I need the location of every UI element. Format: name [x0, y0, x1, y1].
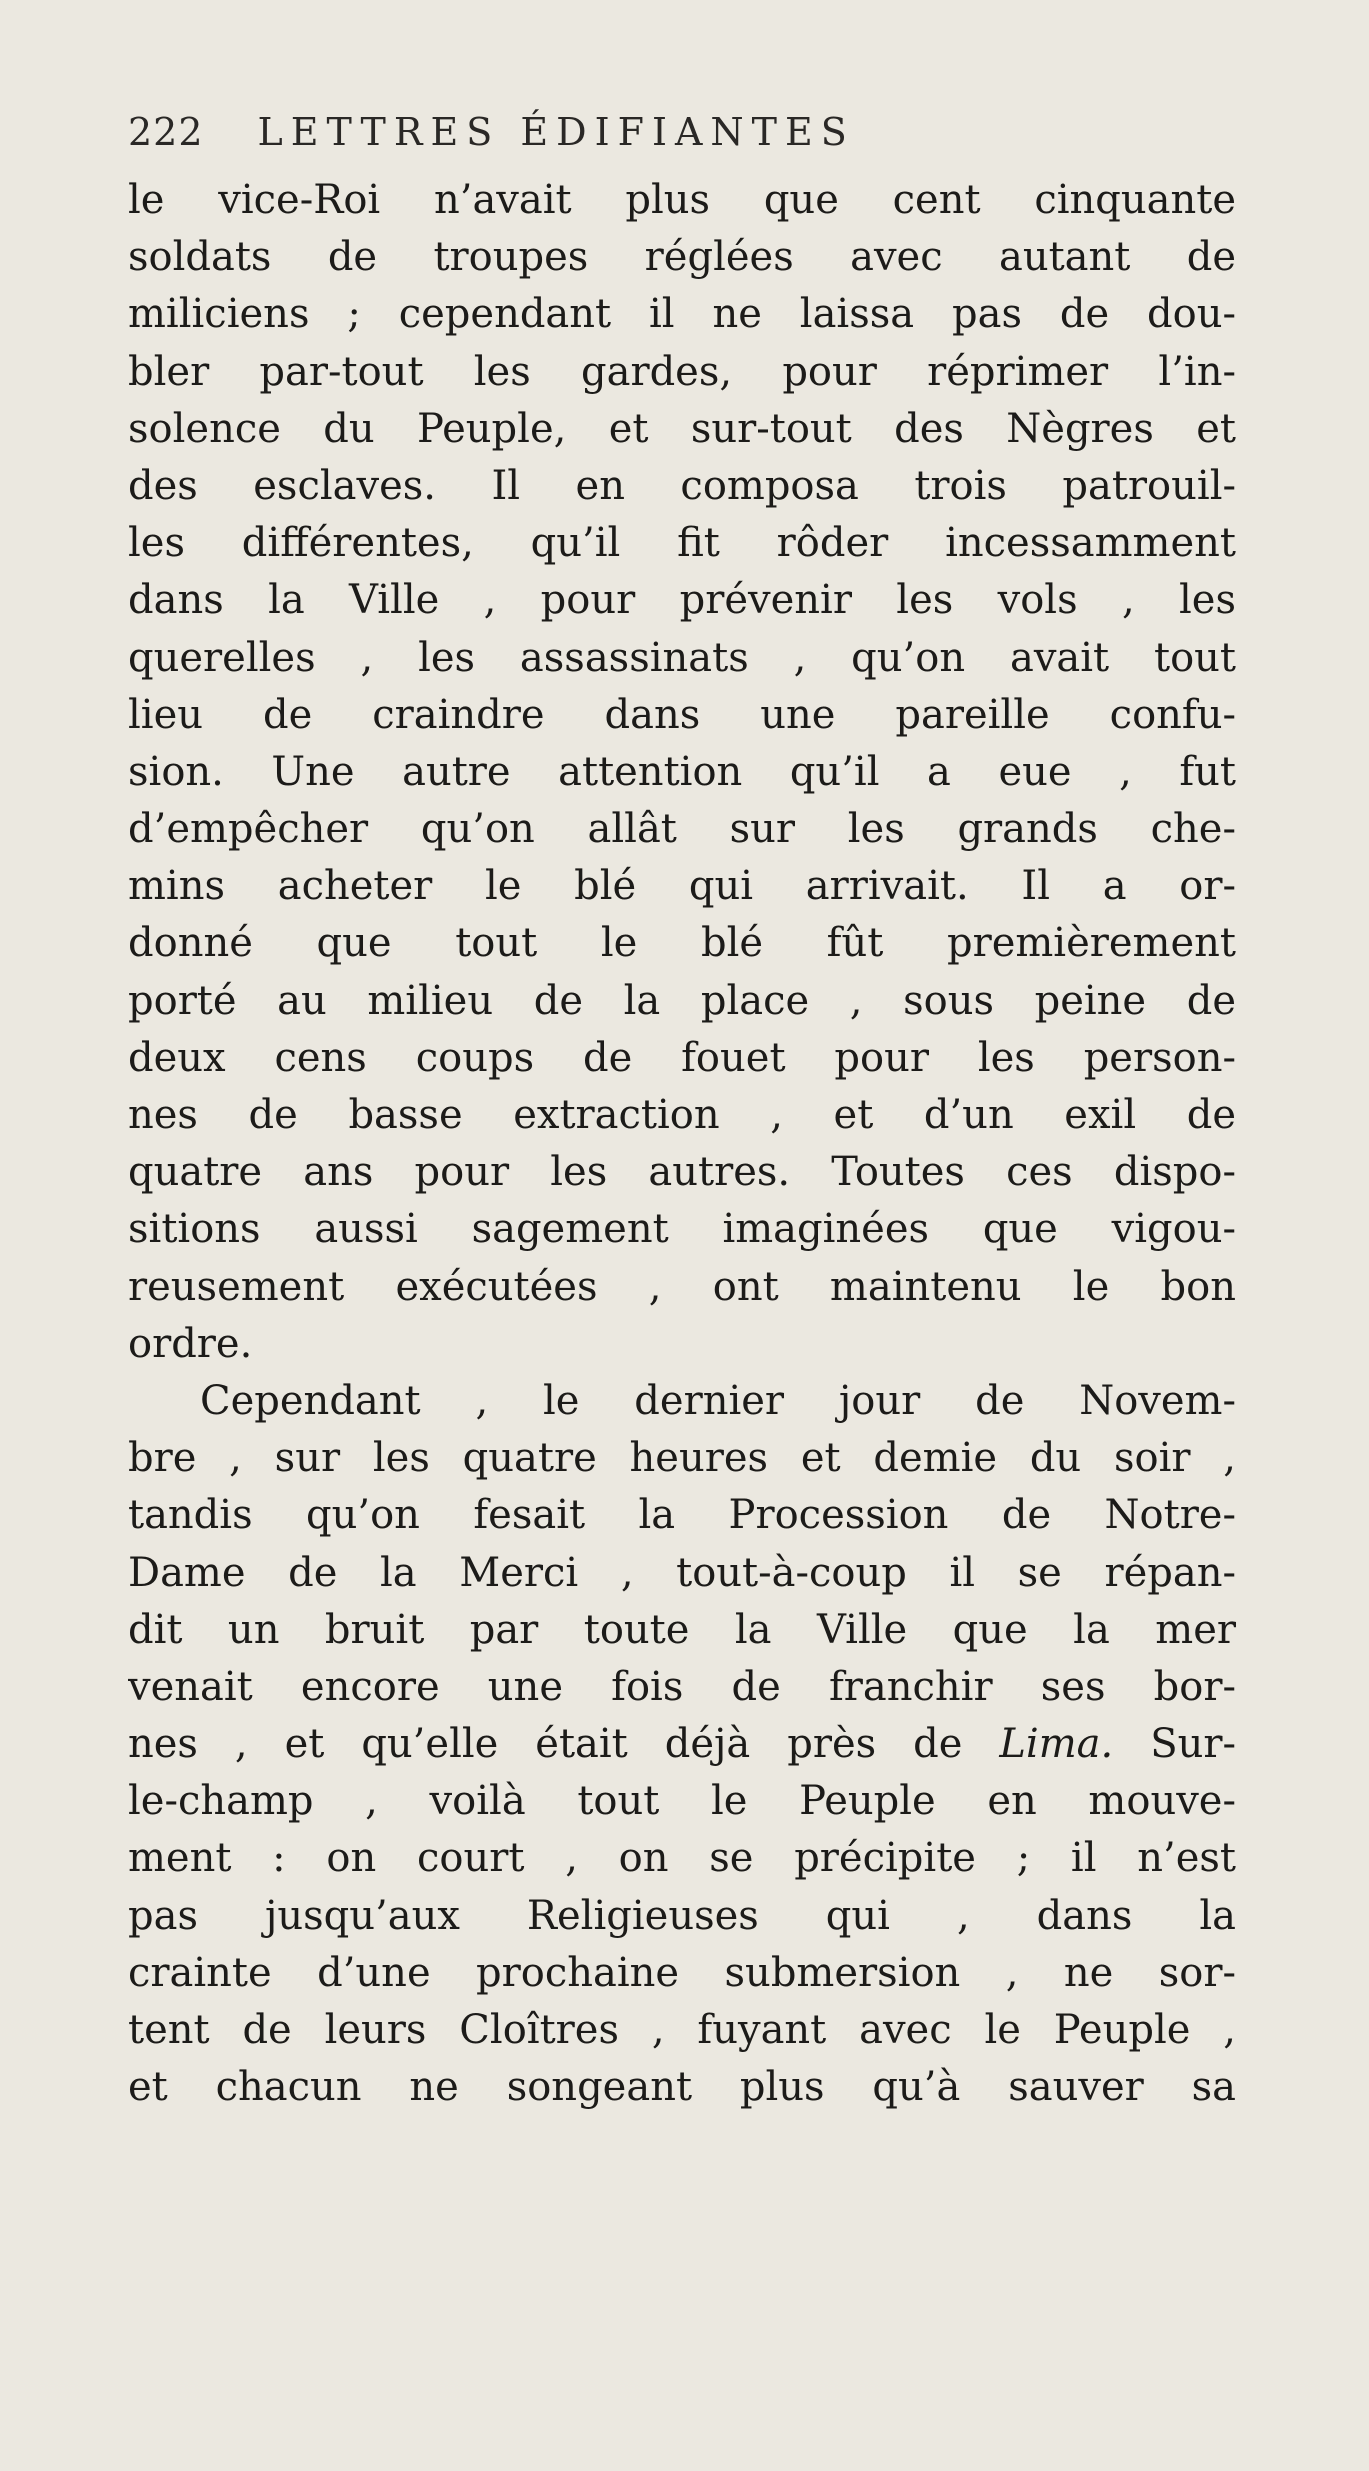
text-segment: nes , et qu’elle était déjà près de	[128, 1721, 963, 1768]
text-line: deux cens coups de fouet pour les person-	[128, 1034, 1236, 1081]
text-line-with-italic	[128, 1716, 1236, 1773]
text-line: ordre.	[128, 1320, 253, 1367]
text-line: venait encore une fois de franchir ses bor-	[128, 1663, 1236, 1710]
text-line: quatre ans pour les autres. Toutes ces dispo-	[128, 1149, 1236, 1196]
page-number: 222	[128, 110, 204, 154]
text-line: soldats de troupes réglées avec autant de	[128, 234, 1236, 281]
text-line: dit un bruit par toute la Ville que la mer	[128, 1606, 1236, 1653]
text-segment: Sur-	[1150, 1721, 1236, 1768]
text-line: des esclaves. Il en composa trois patrouil-	[128, 462, 1236, 509]
text-line: tent de leurs Cloîtres , fuyant avec le Peuple ,	[128, 2007, 1236, 2053]
text-line: d’empêcher qu’on allât sur les grands che-	[128, 806, 1236, 853]
text-line: pas jusqu’aux Religieuses qui , dans la	[128, 1892, 1236, 1939]
text-line: solence du Peuple, et sur-tout des Nègres et	[128, 405, 1236, 452]
text-line: et chacun ne songeant plus qu’à sauver sa	[128, 2064, 1236, 2111]
text-line: sion. Une autre attention qu’il a eue , fut	[128, 748, 1236, 795]
body-text	[128, 172, 1236, 2116]
text-line: bler par-tout les gardes, pour réprimer l’in-	[128, 348, 1236, 395]
text-line: crainte d’une prochaine submersion , ne sor-	[128, 1949, 1236, 1996]
text-line: tandis qu’on fesait la Procession de Notre-	[128, 1492, 1236, 1539]
text-line: mins acheter le blé qui arrivait. Il a or-	[128, 863, 1236, 910]
text-line: porté au milieu de la place , sous peine de	[128, 977, 1236, 1024]
text-line: ment : on court , on se précipite ; il n’est	[128, 1835, 1236, 1882]
text-line: lieu de craindre dans une pareille confu-	[128, 691, 1236, 738]
text-line: donné que tout le blé fût premièrement	[128, 920, 1236, 967]
text-line: le vice-Roi n’avait plus que cent cinquante	[128, 177, 1236, 223]
paragraph-start-line: Cependant , le dernier jour de Novem-	[200, 1377, 1236, 1424]
text-line: Dame de la Merci , tout-à-coup il se répan-	[128, 1549, 1236, 1596]
text-line: sitions aussi sagement imaginées que vigou-	[128, 1206, 1236, 1253]
text-line: bre , sur les quatre heures et demie du soir ,	[128, 1435, 1236, 1482]
text-line: le-champ , voilà tout le Peuple en mouve-	[128, 1778, 1236, 1825]
text-line: querelles , les assassinats , qu’on avait tout	[128, 634, 1236, 681]
running-head	[128, 110, 1188, 180]
running-title: LETTRES ÉDIFIANTES	[257, 110, 855, 154]
text-line: les différentes, qu’il fit rôder incessamment	[128, 520, 1236, 567]
text-line: dans la Ville , pour prévenir les vols , les	[128, 577, 1236, 624]
italic-place-name: Lima.	[999, 1721, 1114, 1768]
text-line: nes de basse extraction , et d’un exil de	[128, 1092, 1236, 1138]
text-line: miliciens ; cependant il ne laissa pas de dou-	[128, 291, 1236, 338]
text-line: reusement exécutées , ont maintenu le bon	[128, 1263, 1236, 1310]
